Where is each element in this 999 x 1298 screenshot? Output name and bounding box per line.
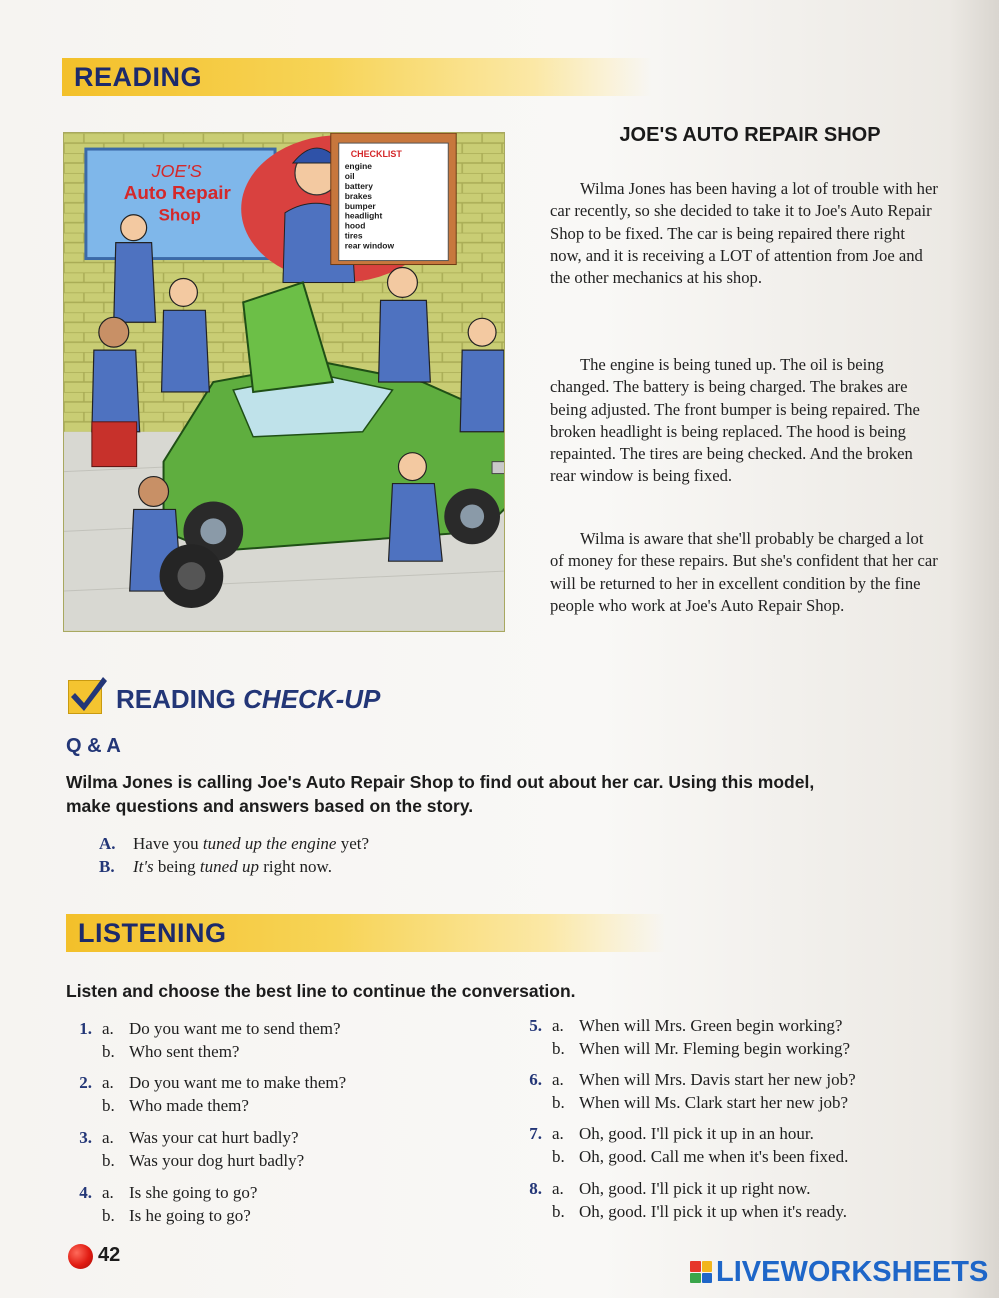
option-b[interactable]: b. Was your dog hurt badly?	[102, 1151, 305, 1170]
option-b[interactable]: b. When will Mr. Fleming begin working?	[552, 1039, 851, 1058]
item-number: 3.	[79, 1128, 92, 1147]
checklist-item: headlight	[344, 210, 383, 221]
listening-section-heading	[66, 914, 666, 952]
model-line-a	[99, 833, 369, 855]
listening-heading-text: LISTENING	[78, 917, 227, 948]
model-b-mid: being	[157, 857, 196, 876]
option-a[interactable]: a. Do you want me to send them?	[102, 1019, 341, 1038]
watermark-text: LIVEWORKSHEETS	[716, 1255, 989, 1288]
qa-instruction-line-2: make questions and answers based on the story.	[66, 796, 474, 816]
model-b-em2: tuned up	[199, 857, 259, 876]
option-a[interactable]: a. Oh, good. I'll pick it up in an hour.	[552, 1124, 814, 1143]
checkup-title	[116, 684, 380, 715]
option-b[interactable]: b. Oh, good. I'll pick it up when it's ready.	[552, 1202, 848, 1221]
model-a-pre: Have you	[133, 834, 199, 853]
option-a[interactable]: a. Oh, good. I'll pick it up right now.	[552, 1179, 811, 1198]
option-a[interactable]: a. Do you want me to make them?	[102, 1073, 347, 1092]
checklist-item: rear window	[344, 240, 395, 251]
model-b-em1: It's	[133, 857, 154, 876]
checklist-item: engine	[344, 160, 372, 171]
qa-instruction-line-1: Wilma Jones is calling Joe's Auto Repair Shop to find out about her car. Using this model,	[66, 772, 815, 792]
checklist-item: oil	[344, 170, 355, 181]
page-number: 42	[98, 1244, 121, 1266]
option-a[interactable]: a. When will Mrs. Davis start her new job?	[552, 1070, 856, 1089]
sign-line-2: Auto Repair	[123, 182, 231, 204]
liveworksheets-watermark	[690, 1256, 988, 1288]
listening-instruction: Listen and choose the best line to continue the conversation.	[66, 981, 576, 1001]
reading-heading-text: READING	[74, 61, 203, 92]
checkup-title-main: READING	[116, 684, 236, 714]
story-paragraph-3: Wilma is aware that she'll probably be charged a lot of money for these repairs. But she's confident that her car will be returned to her in excellent condition by the fine people who work at Joe's Auto Repair Shop.	[550, 529, 938, 615]
sign-line-1: JOE'S	[151, 160, 202, 181]
story-paragraph-2: The engine is being tuned up. The oil is being changed. The battery is being charged. The brakes are being adjusted. The front bumper is being repaired. The broken headlight is being replaced. The hood is being repainted. The tires are being checked. And the broken rear window is being fixed.	[550, 355, 920, 486]
story-paragraph-1: Wilma Jones has been having a lot of trouble with her car recently, so she decided to take it to Joe's Auto Repair Shop to be fixed. The car is being repaired there right now, and it is receiving a LOT of attention from Joe and the other mechanics at his shop.	[550, 179, 938, 288]
checklist-item: battery	[344, 180, 373, 191]
checklist-title: CHECKLIST	[350, 149, 402, 160]
option-b[interactable]: b. Oh, good. Call me when it's been fixed.	[552, 1147, 849, 1166]
liveworksheets-logo-icon	[690, 1261, 712, 1283]
item-number: 6.	[529, 1070, 542, 1089]
option-b[interactable]: b. Who made them?	[102, 1096, 249, 1115]
model-letter-b: B.	[99, 857, 115, 876]
item-number: 1.	[79, 1019, 92, 1038]
option-a[interactable]: a. Was your cat hurt badly?	[102, 1128, 299, 1147]
option-b[interactable]: b. Who sent them?	[102, 1042, 240, 1061]
sign-line-3: Shop	[158, 205, 201, 225]
checklist-item: bumper	[344, 200, 376, 211]
option-b[interactable]: b. Is he going to go?	[102, 1206, 251, 1225]
model-a-post: yet?	[340, 834, 370, 853]
option-a[interactable]: a. Is she going to go?	[102, 1183, 258, 1202]
qa-label: Q & A	[66, 735, 121, 757]
auto-shop-illustration	[63, 132, 505, 632]
checklist-item: tires	[344, 230, 363, 241]
option-a[interactable]: a. When will Mrs. Green begin working?	[552, 1016, 843, 1035]
reading-section-heading	[62, 58, 652, 96]
item-number: 5.	[529, 1016, 542, 1035]
model-b-post: right now.	[263, 857, 332, 876]
checkup-title-em: CHECK-UP	[243, 684, 381, 714]
item-number: 4.	[79, 1183, 92, 1202]
page-number-dot-icon	[68, 1244, 93, 1269]
story-title: JOE'S AUTO REPAIR SHOP	[619, 124, 881, 146]
option-b[interactable]: b. When will Ms. Clark start her new job?	[552, 1093, 849, 1112]
model-letter-a: A.	[99, 834, 116, 853]
checklist-item: brakes	[344, 190, 372, 201]
item-number: 8.	[529, 1179, 542, 1198]
item-number: 2.	[79, 1073, 92, 1092]
checkmark-icon	[68, 680, 102, 714]
item-number: 7.	[529, 1124, 542, 1143]
model-line-b	[99, 856, 332, 878]
checklist-item: hood	[344, 220, 366, 231]
model-a-em: tuned up the engine	[202, 834, 337, 853]
